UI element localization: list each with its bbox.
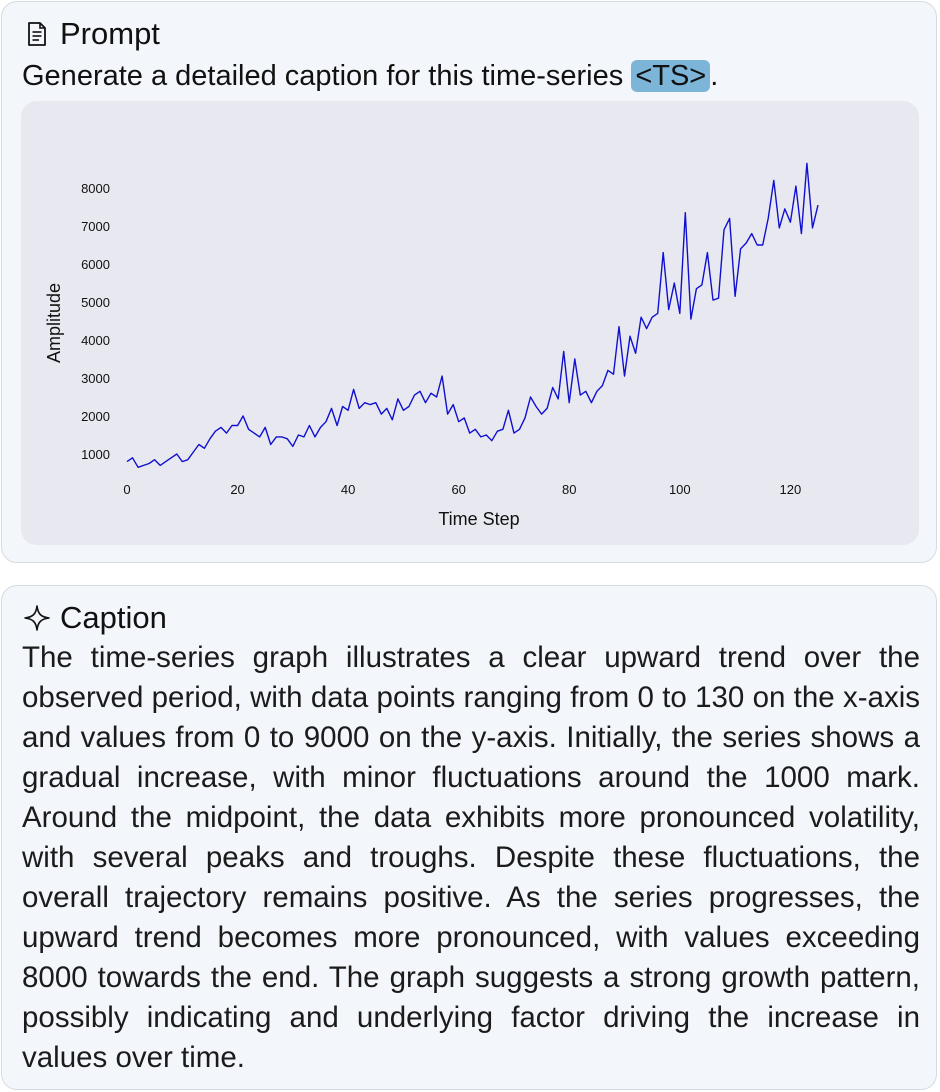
caption-title: Caption: [60, 600, 167, 635]
ts-token-chip: <TS>: [631, 60, 710, 92]
y-tick-label: 1000: [81, 447, 110, 462]
line-chart: [21, 101, 919, 545]
y-tick-label: 6000: [81, 257, 110, 272]
prompt-card: [1, 1, 937, 563]
y-tick-label: 5000: [81, 295, 110, 310]
prompt-text: [22, 58, 718, 94]
y-tick-label: 3000: [81, 371, 110, 386]
y-axis-ticks: [81, 181, 110, 462]
y-tick-label: 4000: [81, 333, 110, 348]
y-tick-label: 2000: [81, 409, 110, 424]
series-line: [127, 163, 818, 467]
x-tick-label: 120: [779, 482, 802, 497]
caption-text: The time-series graph illustrates a clear upward trend over the observed period, with data points ranging from 0 to 130 on the x-axis and values from 0 to 9000 on the y-axis. Initially, the series shows a gradual increase, with minor fluctuations around the 1000 mark. Around the midpoint, the data exhibits more pronounced volatility, with several peaks and troughs. Despite these fluctuations, the overall trajectory remains positive. As the series progresses, the upward trend becomes more pronounced, with values exceeding 8000 towards the end. The graph suggests a strong growth pattern, possibly indicating and underlying factor driving the increase in values over time.: [22, 641, 920, 1074]
prompt-header: [24, 16, 160, 52]
x-axis-label: Time Step: [438, 509, 520, 529]
x-tick-label: 60: [451, 482, 466, 497]
x-tick-label: 100: [668, 482, 691, 497]
prompt-text-before: Generate a detailed caption for this time-series: [22, 60, 632, 92]
series-layer: [127, 163, 818, 467]
prompt-text-after: .: [710, 60, 719, 92]
caption-card: [1, 585, 937, 1090]
x-tick-label: 40: [340, 482, 356, 497]
y-tick-label: 8000: [81, 181, 110, 196]
caption-header: [24, 600, 167, 636]
prompt-title: Prompt: [60, 16, 160, 51]
x-tick-label: 20: [230, 482, 245, 497]
x-axis-ticks: [123, 482, 801, 497]
y-axis-label: Amplitude: [44, 282, 64, 364]
y-tick-label: 7000: [81, 219, 110, 234]
x-tick-label: 0: [123, 482, 131, 497]
chart-panel: [21, 101, 919, 545]
document-icon: [24, 21, 50, 47]
sparkle-icon: [24, 605, 50, 631]
x-tick-label: 80: [562, 482, 577, 497]
